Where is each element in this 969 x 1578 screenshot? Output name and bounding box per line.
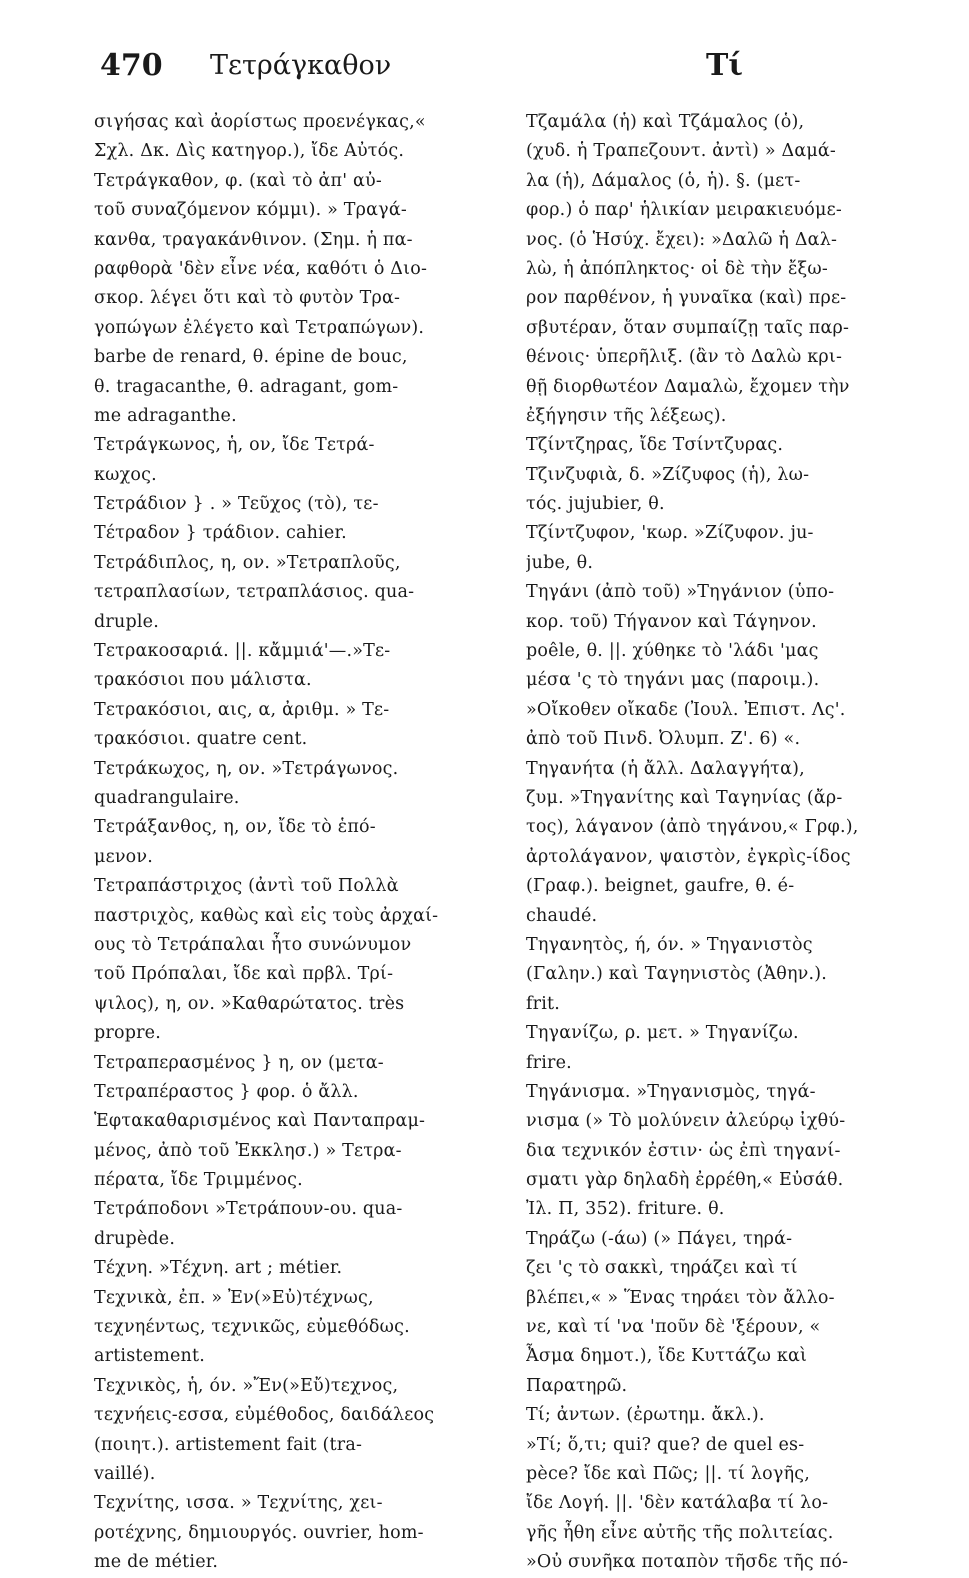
text-line: Τηγάνι (ἀπὸ τοῦ) »Τηγάνιον (ὑπο-	[526, 582, 835, 603]
text-line: Τζίντζηρας, ἴδε Τσίντζυρας.	[526, 435, 784, 456]
text-line: τεχνηέντως, τεχνικῶς, εὐμεθόδως.	[94, 1317, 410, 1338]
text-line: Ἆσμα δημοτ.), ἴδε Κυττάζω καὶ	[526, 1346, 808, 1367]
text-line: frit.	[526, 993, 561, 1014]
text-line: Ἰλ. Π, 352). friture. θ.	[526, 1199, 725, 1220]
text-line: »Τί; ὅ,τι; qui? que? de quel es-	[526, 1434, 805, 1455]
text-line: Τηράζω (-άω) (» Πάγει, τηρά-	[526, 1228, 793, 1249]
page-number: 470	[100, 48, 163, 83]
text-line: κανθα, τραγακάνθινον. (Σημ. ἡ πα-	[94, 229, 413, 250]
text-line: ους τὸ Τετράπαλαι ἦτο συνώνυμον	[94, 934, 412, 955]
text-line: me de métier.	[94, 1552, 219, 1573]
text-line: frire.	[526, 1052, 572, 1073]
text-line: Τηγανήτα (ἡ ἄλλ. Δαλαγγήτα),	[526, 758, 805, 779]
text-line: Τζίντζυφον, 'κωρ. »Ζίζυφον. ju-	[526, 523, 814, 544]
text-line: βλέπει,« » Ἕνας τηράει τὸν ἄλλο-	[526, 1287, 835, 1308]
text-line: artistement.	[94, 1346, 206, 1367]
text-line: Τετραπέραστος } φορ. ὁ ἄλλ.	[94, 1081, 359, 1102]
text-line: τός. jujubier, θ.	[526, 494, 665, 515]
text-line: Τεχνικὸς, ἡ, όν. »Ἔν(»Εὔ)τεχνος,	[94, 1375, 399, 1396]
text-line: ἀρτολάγανον, ψαιστὸν, ἐγκρὶς-ίδος	[526, 846, 851, 867]
text-line: Σχλ. Δκ. Δὶς κατηγορ.), ἴδε Αὐτός.	[94, 141, 405, 162]
text-line: σιγήσας καὶ ἀορίστως προενέγκας,«	[94, 112, 426, 132]
text-line: Ἑφτακαθαρισμένος καὶ Πανταπραμ-	[94, 1111, 426, 1132]
text-line: λα (ἡ), Δάμαλος (ὁ, ἡ). §. (μετ-	[526, 170, 801, 191]
text-line: τος), λάγανον (ἀπὸ τηγάνου,« Γρφ.),	[526, 817, 859, 838]
text-line: Τετράγκωνος, ἡ, ον, ἴδε Τετρά-	[94, 435, 375, 456]
text-line: τετραπλασίων, τετραπλάσιος. qua-	[94, 582, 415, 603]
text-line: Τζαμάλα (ἡ) καὶ Τζάμαλος (ὁ),	[526, 112, 805, 132]
text-line: γῆς ἦθη εἶνε αὐτῆς τῆς πολιτείας.	[526, 1522, 834, 1543]
left-column	[94, 108, 494, 1578]
text-line: τεχνήεις-εσσα, εὐμέθοδος, δαιδάλεος	[94, 1405, 435, 1426]
text-line: Τζινζυφιὰ, δ. »Ζίζυφος (ἡ), λω-	[526, 464, 810, 485]
text-line: me adraganthe.	[94, 405, 237, 426]
text-line: θῇ διορθωτέον Δαμαλὼ, ἔχομεν τὴν	[526, 376, 850, 397]
text-line: σβυτέραν, ὅταν συμπαίζῃ ταῖς παρ-	[526, 317, 850, 338]
text-line: τοῦ Πρόπαλαι, ἴδε καὶ πρβλ. Τρί-	[94, 964, 394, 985]
text-line: μέσα 'ς τὸ τηγάνι μας (παροιμ.).	[526, 670, 820, 691]
text-line: propre.	[94, 1023, 161, 1044]
text-line: »Οἴκοθεν οἴκαδε (Ἰουλ. Ἐπιστ. Λς'.	[526, 699, 846, 720]
text-line: παστριχὸς, καθὼς καὶ εἰς τοὺς ἀρχαί-	[94, 905, 439, 926]
text-line: Τετραπερασμένος } η, ον (μετα-	[94, 1052, 384, 1073]
text-line: Τετρακοσαριά. ||. κἄμμιά'—.»Τε-	[94, 641, 391, 662]
text-line: λὼ, ἡ ἀπόπληκτος· οἱ δὲ τὴν ἔξω-	[526, 258, 828, 279]
text-line: drupède.	[94, 1228, 176, 1249]
left-running-head: Τετράγκαθον	[210, 50, 392, 81]
right-running-head: Τί	[706, 48, 743, 83]
text-line: Τετράποδονι »Τετράπουν-ου. qua-	[94, 1199, 403, 1220]
text-line: νος. (ὁ Ἡσύχ. ἔχει): »Δαλῶ ἡ Δαλ-	[526, 229, 838, 250]
text-line: Τετράδιπλος, η, ον. »Τετραπλοῦς,	[94, 552, 401, 573]
text-line: ψιλος), η, ον. »Καθαρώτατος. très	[94, 993, 405, 1014]
text-line: »Οὐ συνῆκα ποταπὸν τῆσδε τῆς πό-	[526, 1552, 849, 1573]
text-line: φορ.) ὁ παρ' ἡλικίαν μειρακιευόμε-	[526, 200, 842, 221]
right-column	[526, 108, 926, 1578]
text-line: Τηγανητὸς, ή, όν. » Τηγανιστὸς	[526, 934, 813, 955]
text-line: θ. tragacanthe, θ. adragant, gom-	[94, 376, 399, 397]
text-line: ζυμ. »Τηγανίτης καὶ Ταγηνίας (ἄρ-	[526, 787, 843, 808]
text-line: μένος, ἀπὸ τοῦ Ἐκκλησ.) » Τετρα-	[94, 1140, 402, 1161]
text-line: Τετράξανθος, η, ον, ἴδε τὸ ἑπό-	[94, 817, 376, 838]
text-line: ροτέχνης, δημιουργός. ouvrier, hom-	[94, 1522, 424, 1543]
text-line: κωχος.	[94, 464, 157, 485]
text-line: quadrangulaire.	[94, 787, 240, 808]
text-line: γοπώγων ἐλέγετο καὶ Τετραπώγων).	[94, 317, 425, 338]
text-line: Τετράδιον } . » Τεῦχος (τὸ), τε-	[94, 494, 379, 515]
text-line: τρακόσιοι. quatre cent.	[94, 729, 308, 750]
text-line: ραφθορὰ 'δὲν εἶνε νέα, καθότι ὁ Διο-	[94, 258, 428, 279]
page-header	[0, 48, 969, 92]
text-line: ζει 'ς τὸ σακκὶ, τηράζει καὶ τί	[526, 1258, 798, 1279]
text-line: μενον.	[94, 846, 154, 867]
text-line: (Γαλην.) καὶ Ταγηνιστὸς (Ἀθην.).	[526, 964, 828, 985]
text-line: (Γραφ.). beignet, gaufre, θ. é-	[526, 876, 795, 897]
text-line: ἴδε Λογή. ||. 'δὲν κατάλαβα τί λο-	[526, 1493, 829, 1514]
text-line: (ποιητ.). artistement fait (tra-	[94, 1434, 363, 1455]
text-line: Τέτραδον } τράδιον. cahier.	[94, 523, 347, 544]
text-line: νισμα (» Τὸ μολύνειν ἀλεύρῳ ἰχθύ-	[526, 1111, 846, 1132]
text-line: vaillé).	[94, 1463, 156, 1484]
text-line: δια τεχνικόν ἐστιν· ὡς ἐπὶ τηγανί-	[526, 1140, 841, 1161]
text-line: τρακόσιοι που μάλιστα.	[94, 670, 312, 691]
text-line: ἀπὸ τοῦ Πινδ. Ὀλυμπ. Ζ'. 6) «.	[526, 729, 801, 750]
text-line: poêle, θ. ||. χύθηκε τὸ 'λάδι 'μας	[526, 641, 819, 662]
text-line: Τηγανίζω, ρ. μετ. » Τηγανίζω.	[526, 1023, 799, 1044]
text-line: pèce? ἴδε καὶ Πῶς; ||. τί λογῆς,	[526, 1463, 811, 1484]
text-line: Τετράκωχος, η, ον. »Τετράγωνος.	[94, 758, 399, 779]
text-line: chaudé.	[526, 905, 598, 926]
text-line: Παρατηρῶ.	[526, 1375, 628, 1396]
text-line: (χυδ. ἡ Τραπεζουντ. ἀντὶ) » Δαμά-	[526, 141, 837, 162]
text-line: σκορ. λέγει ὅτι καὶ τὸ φυτὸν Τρα-	[94, 288, 401, 309]
text-line: τοῦ συναζόμενον κόμμι). » Τραγά-	[94, 200, 407, 221]
text-line: Τέχνη. »Τέχνη. art ; métier.	[94, 1258, 343, 1279]
text-line: Τηγάνισμα. »Τηγανισμὸς, τηγά-	[526, 1081, 816, 1102]
text-line: Τεχνικὰ, ἐπ. » Ἐν(»Εὐ)τέχνως,	[94, 1287, 374, 1308]
text-line: Τεχνίτης, ισσα. » Τεχνίτης, χει-	[94, 1493, 383, 1514]
text-line: Τί; ἀντων. (ἐρωτημ. ἄκλ.).	[526, 1405, 765, 1426]
text-line: barbe de renard, θ. épine de bouc,	[94, 347, 408, 368]
text-line: ρον παρθένον, ἡ γυναῖκα (καὶ) πρε-	[526, 288, 847, 309]
text-line: ἐξήγησιν τῆς λέξεως).	[526, 405, 727, 426]
text-line: κορ. τοῦ) Τήγανον καὶ Τάγηνον.	[526, 611, 817, 632]
text-line: σματι γὰρ δηλαδὴ ἐρρέθη,« Εὐσάθ.	[526, 1170, 844, 1191]
text-line: Τετράγκαθον, φ. (καὶ τὸ ἀπ' αὐ-	[94, 170, 383, 191]
text-line: πέρατα, ἴδε Τριμμένος.	[94, 1170, 303, 1191]
text-line: θένοις· ὑπερῆλιξ. (ἂν τὸ Δαλὼ κρι-	[526, 347, 843, 368]
text-line: νε, καὶ τί 'να 'ποῦν δὲ 'ξέρουν, «	[526, 1317, 821, 1338]
text-line: druple.	[94, 611, 159, 632]
text-line: jube, θ.	[526, 552, 594, 573]
text-line: Τετραπάστριχος (ἀντὶ τοῦ Πολλὰ	[94, 876, 399, 897]
text-line: Τετρακόσιοι, αις, α, ἀριθμ. » Τε-	[94, 699, 390, 720]
